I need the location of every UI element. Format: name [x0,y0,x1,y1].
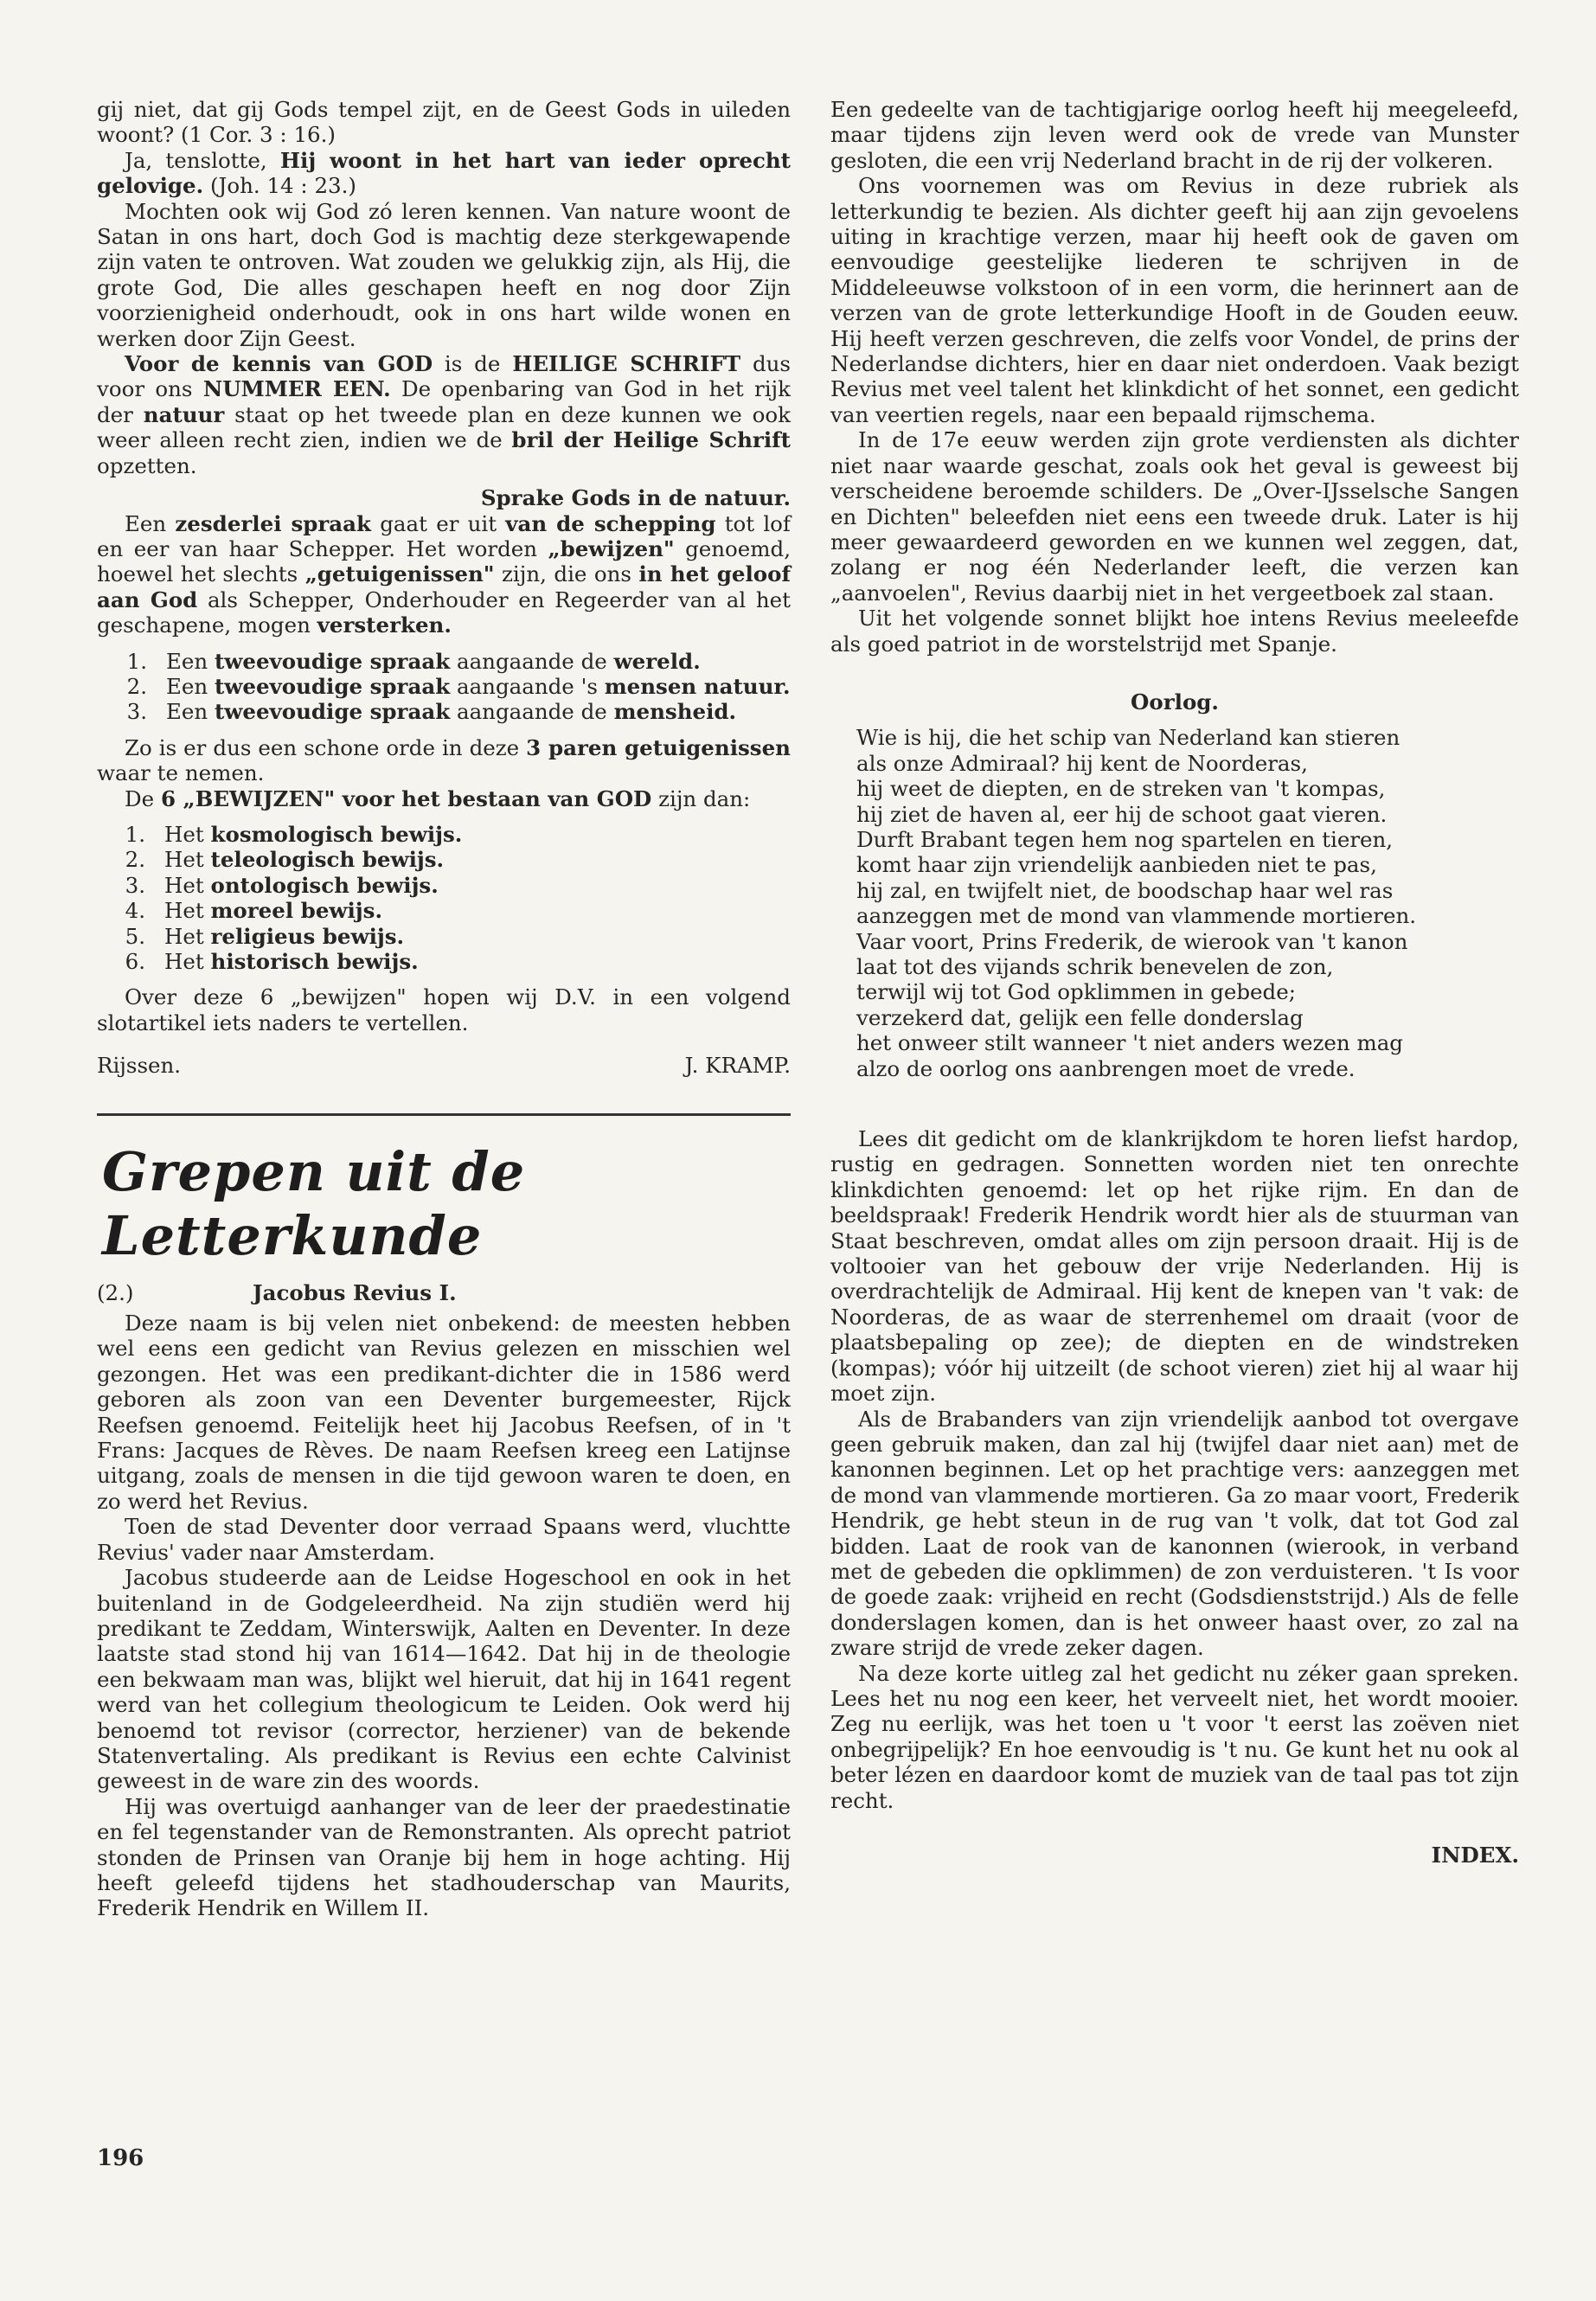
article-signature [97,1053,791,1078]
list-item: 2. Het teleologisch bewijs. [125,847,445,873]
place-name: Rijssen. [97,1053,182,1079]
list-item: 3. Een tweevoudige spraak aangaande de mensheid. [126,699,737,725]
list-item: 1. Het kosmologisch bewijs. [125,821,463,847]
poem-line: hij ziet de haven al, eer hij de schoot gaat vieren. [856,801,1388,827]
spraak-list [97,649,791,725]
paragraph: Ja, tenslotte, Hij woont in het hart van ieder oprecht gelovige. (Joh. 14 : 23.) [97,147,791,199]
part-number: (2.) [97,1279,134,1305]
poem-line: alzo de oorlog ons aanbrengen moet de vrede. [856,1055,1356,1081]
poem-line: als onze Admiraal? hij kent de Noorderas, [856,750,1308,776]
right-column [830,97,1519,1868]
author-signature: INDEX. [1431,1843,1519,1868]
article-title: Jacobus Revius I. [253,1279,457,1305]
poem-title: Oorlog. [1131,689,1219,715]
poem-line: laat tot des vijands schrik benevelen de zon, [856,954,1334,979]
paragraph: gij niet, dat gij Gods tempel zijt, en de Geest Gods in uileden woont? (1 Cor. 3 : 16.) [97,97,791,148]
poem-line: het onweer stilt wanneer 't niet anders wezen mag [856,1030,1403,1056]
list-item: 5. Het religieus bewijs. [125,923,405,949]
poem-line: hij zal, en twijfelt niet, de boodschap haar wel ras [856,877,1394,903]
paragraph: Toen de stad Deventer door verraad Spaans werd, vluchtte Revius' vader naar Amsterdam. [97,1514,791,1565]
list-item: 2. Een tweevoudige spraak aangaande 's mensen natuur. [126,673,791,699]
column-banner-title: Grepen uit de Letterkunde [102,1139,526,1267]
paragraph: Zo is er dus een schone orde in deze 3 paren getuigenissen waar te nemen. [97,734,791,786]
poem-line: komt haar zijn vriendelijk aanbieden niet te pas, [856,852,1377,878]
paragraph: Voor de kennis van GOD is de HEILIGE SCHRIFT dus voor ons NUMMER EEN. De openbaring van God in het rijk der natuur staat op het tweede plan en deze kunnen we ook weer alleen recht zien, indien we de bril der Heilige Schrift opzetten. [97,351,791,478]
poem-line: Vaar voort, Prins Frederik, de wierook van 't kanon [856,928,1408,954]
paragraph: In de 17e eeuw werden zijn grote verdiensten als dichter niet naar waarde geschat, zoals ook het geval is geweest bij verscheidene beroemde schilders. De „Over-IJsselsche Sangen en Dichten" beleefden niet eens een tweede druk. Later is hij meer gewaardeerd geworden en we kunnen wel zeggen, dat, zolang er nog één Nederlander leeft, die verzen kan „aanvoelen", Revius daarbij niet in het vergeetboek zal staan. [830,427,1519,606]
page-number: 196 [97,2145,144,2171]
paragraph: De 6 „BEWIJZEN" voor het bestaan van GOD zijn dan: [125,785,751,811]
bewijzen-list [97,822,791,974]
paragraph: Ons voornemen was om Revius in deze rubriek als letterkundig te bezien. Als dichter geeft hij aan zijn gevoelens uiting in krachtige verzen, maar hij heeft ook de gaven om eenvoudige geestelijke liederen te schrijven in de Middeleeuwse volkstoon of in een vorm, die herinnert aan de verzen van de grote letterkundige Hooft in de Gouden eeuw. Hij heeft verzen geschreven, die zelfs voor Vondel, de prins der Nederlandse dichters, hier en daar niet onderdoen. Vaak bezigt Revius met veel talent het klinkdicht of het sonnet, een gedicht van veertien regels, naar een bepaald rijmschema. [830,173,1519,427]
poem-line: Wie is hij, die het schip van Nederland kan stieren [856,725,1401,751]
paragraph: Na deze korte uitleg zal het gedicht nu zéker gaan spreken. Lees het nu nog een keer, het verveelt niet, het wordt mooier. Zeg nu eerlijk, was het toen u 't voor 't eerst las zoëven niet onbegrijpelijk? En hoe eenvoudig is 't nu. Ge kunt het nu ook al beter lézen en daardoor komt de muziek van de taal pas tot zijn recht. [830,1660,1519,1813]
paragraph: Als de Brabanders van zijn vriendelijk aanbod tot overgave geen gebruik maken, dan zal hij (twijfel daar niet aan) met de kanonnen beginnen. Let op het prachtige vers: aanzeggen met de mond van vlammende mortieren. Ga zo maar voort, Frederik Hendrik, ge hebt steun in de rug van 't volk, dat tot God zal bidden. Laat de rook van de kanonnen (wierook, in verband met de gebeden die opklimmen) de zon verduisteren. 't Is voor de goede zaak: vrijheid en recht (Godsdienststrijd.) Als de felle donderslagen komen, dan is het onweer haast over, zo zal na zware strijd de vrede zeker dagen. [830,1406,1519,1661]
paragraph: Hij was overtuigd aanhanger van de leer der praedestinatie en fel tegenstander van de Remonstranten. Als oprecht patriot stonden de Prinsen van Oranje bij hem in hoge achting. Hij heeft geleefd tijdens het stadhouderschap van Maurits, Frederik Hendrik en Willem II. [97,1793,791,1921]
paragraph: Lees dit gedicht om de klankrijkdom te horen liefst hardop, rustig en gedragen. Sonnetten worden niet ten onrechte klinkdichten genoemd: let op het rijke rijm. En dan de beeldspraak! Frederik Hendrik wordt hier als de stuurman van Staat beschreven, omdat alles om zijn persoon draait. Hij is de voltooier van het gebouw der vrije Nederlanden. Hij is overdrachtelijk de Admiraal. Hij kent de knepen van 't vak: de Noorderas, de as waar de sterrenhemel om draait (voor de plaatsbepaling op zee); de diepten en de windstreken (kompas); vóór hij uitzeilt (de schoot vieren) ziet hij al waar hij moet zijn. [830,1126,1519,1407]
sonnet [856,725,1519,1081]
paragraph: Over deze 6 „bewijzen" hopen wij D.V. in een volgend slotartikel iets naders te vertellen. [97,984,791,1035]
poem-line: terwijl wij tot God opklimmen in gebede; [856,979,1296,1005]
paragraph: Jacobus studeerde aan de Leidse Hogeschool en ook in het buitenland in de Godgeleerdheid. Na zijn studiën werd hij predikant te Zeddam, Winterswijk, Aalten en Deventer. In deze laatste stad stond hij van 1614—1642. Dat hij in de theologie een bekwaam man was, blijkt wel hieruit, dat hij in 1641 regent werd van het collegium theologicum te Leiden. Ook werd hij benoemd tot revisor (corrector, herziener) van de bekende Statenvertaling. Als predikant is Revius een echte Calvinist geweest in de ware zin des woords. [97,1565,791,1794]
list-item: 3. Het ontologisch bewijs. [125,872,439,898]
poem-line: aanzeggen met de mond van vlammende mortieren. [856,903,1417,929]
left-column [97,97,791,1921]
paragraph: Een zesderlei spraak gaat er uit van de schepping tot lof en eer van haar Schepper. Het worden „bewijzen" genoemd, hoewel het slechts „getuigenissen" zijn, die ons in het geloof aan God als Schepper, Onderhouder en Regeerder van al het geschapene, mogen versterken. [97,510,792,638]
paragraph: Uit het volgende sonnet blijkt hoe intens Revius meeleefde als goed patriot in de worstelstrijd met Spanje. [830,606,1519,657]
paragraph: Een gedeelte van de tachtigjarige oorlog heeft hij meegeleefd, maar tijdens zijn leven werd ook de vrede van Munster gesloten, die een vrij Nederland bracht in de rij der volkeren. [830,97,1519,173]
article-heading [97,1280,791,1305]
section-divider [97,1113,791,1116]
author-name: J. KRAMP. [684,1053,791,1079]
section-subheading: Sprake Gods in de natuur. [480,485,791,511]
paragraph: Mochten ook wij God zó leren kennen. Van nature woont de Satan in ons hart, doch God is machtig deze sterkgewapende zijn vaten te ontroven. Wat zouden we gelukkig zijn, als Hij, die grote God, Die alles geschapen heeft en nog door Zijn voorzienigheid onderhoudt, ook in ons hart wilde wonen en werken door Zijn Geest. [97,198,791,351]
poem-line: Durft Brabant tegen hem nog spartelen en tieren, [856,826,1394,852]
poem-line: verzekerd dat, gelijk een felle donderslag [856,1004,1304,1030]
list-item: 6. Het historisch bewijs. [125,949,419,974]
list-item: 1. Een tweevoudige spraak aangaande de wereld. [126,648,701,674]
poem-line: hij weet de diepten, en de streken van 't kompas, [856,776,1386,802]
list-item: 4. Het moreel bewijs. [125,898,382,924]
paragraph: Deze naam is bij velen niet onbekend: de meesten hebben wel eens een gedicht van Revius gelezen en misschien wel gezongen. Het was een predikant-dichter die in 1586 werd geboren als zoon van een Deventer burgemeester, Rijck Reefsen genoemd. Feitelijk heet hij Jacobus Reefsen, of in 't Frans: Jacques de Rèves. De naam Reefsen kreeg een Latijnse uitgang, zoals de mensen in die tijd gewoon waren te doen, en zo werd het Revius. [97,1311,791,1514]
